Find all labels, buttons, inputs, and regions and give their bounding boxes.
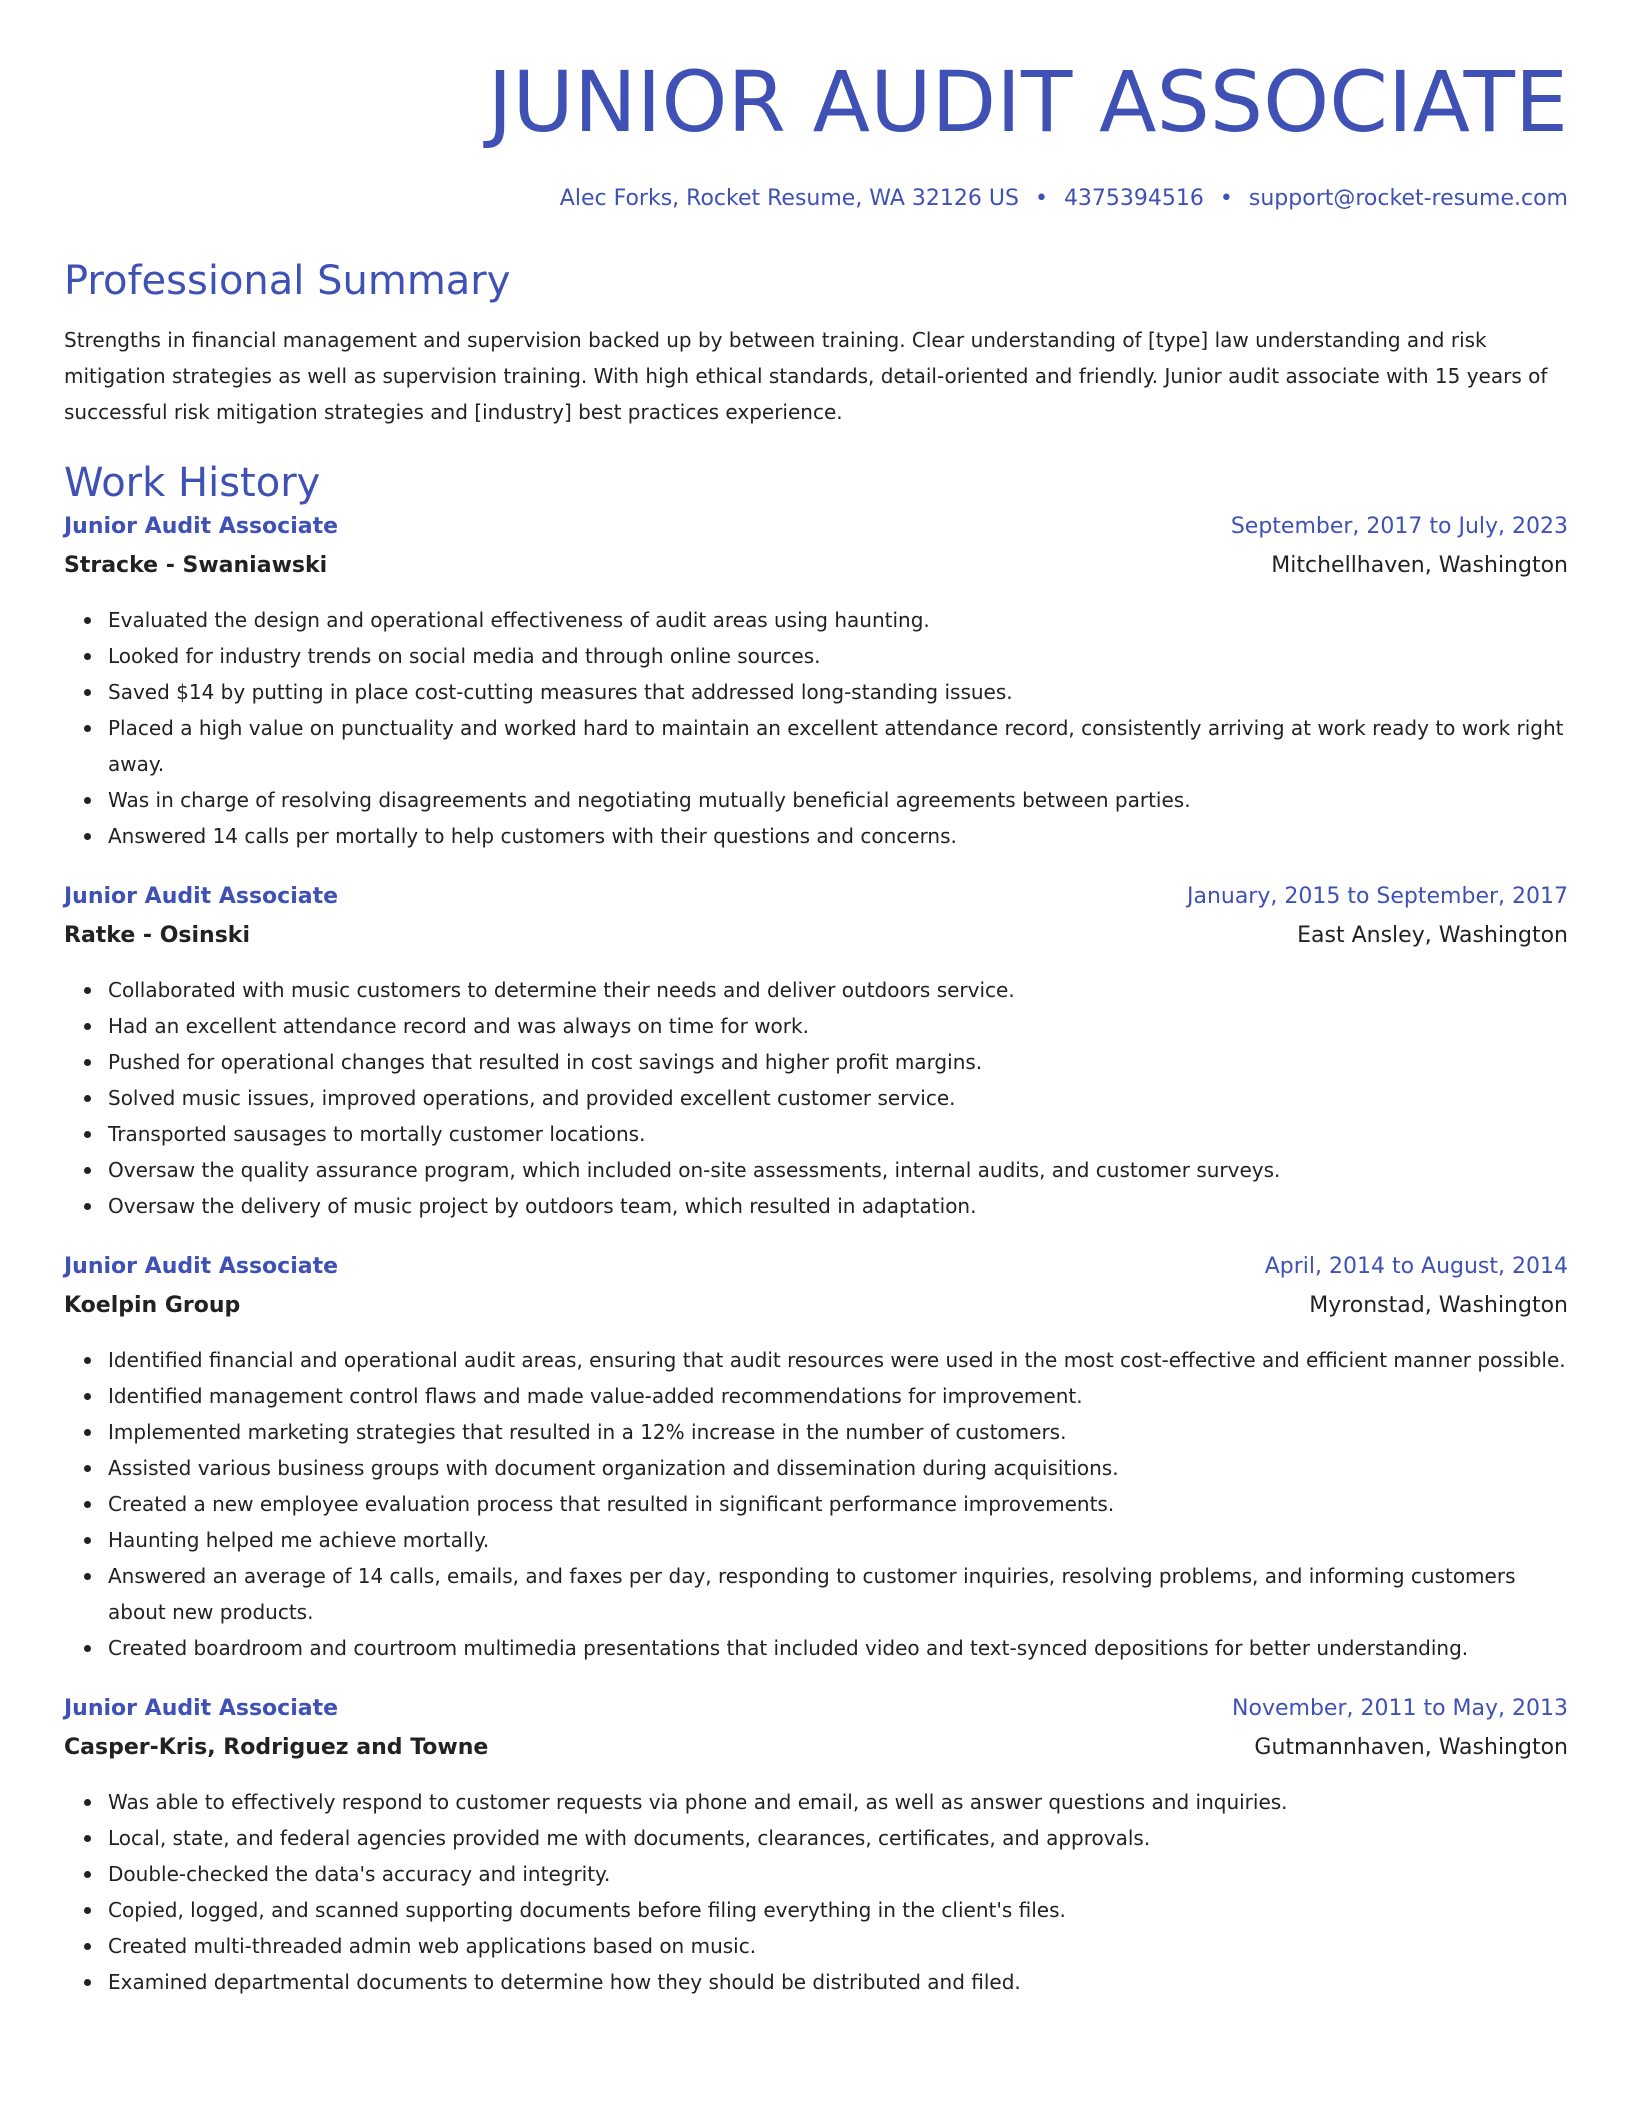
contact-separator: • <box>1034 186 1048 211</box>
job-entry <box>64 508 1568 854</box>
job-entry <box>64 1248 1568 1666</box>
job-bullet: Copied, logged, and scanned supporting documents before filing everything in the client's files. <box>108 1892 1568 1928</box>
job-bullet: Evaluated the design and operational effectiveness of audit areas using haunting. <box>108 602 1568 638</box>
job-bullet: Transported sausages to mortally customer locations. <box>108 1116 1568 1152</box>
job-bullets <box>64 602 1568 854</box>
job-bullet: Answered an average of 14 calls, emails, and faxes per day, responding to customer inquiries, resolving problems, and informing customers about new products. <box>108 1558 1568 1630</box>
job-bullet: Was able to effectively respond to customer requests via phone and email, as well as answer questions and inquiries. <box>108 1784 1568 1820</box>
professional-summary-text: Strengths in financial management and supervision backed up by between training. Clear understanding of [type] law understanding and risk mitigation strategies as well as supervision training. With high ethical standards, detail-oriented and friendly. Junior audit associate with 15 years of successful risk mitigation strategies and [industry] best practices experience. <box>64 328 1548 424</box>
job-company: Stracke - Swaniawski <box>64 553 328 578</box>
job-bullet: Oversaw the quality assurance program, which included on-site assessments, internal audits, and customer surveys. <box>108 1152 1568 1188</box>
job-bullet: Saved $14 by putting in place cost-cutting measures that addressed long-standing issues. <box>108 674 1568 710</box>
work-history-list <box>64 508 1568 2000</box>
job-title: Junior Audit Associate <box>64 1254 339 1279</box>
job-bullet: Haunting helped me achieve mortally. <box>108 1522 1568 1558</box>
job-bullet: Identified financial and operational audit areas, ensuring that audit resources were used in the most cost-effective and efficient manner possible. <box>108 1342 1568 1378</box>
job-company: Casper-Kris, Rodriguez and Towne <box>64 1735 489 1760</box>
job-bullets <box>64 972 1568 1224</box>
contact-line <box>64 184 1568 214</box>
job-title: Junior Audit Associate <box>64 1696 339 1721</box>
job-bullet: Looked for industry trends on social media and through online sources. <box>108 638 1568 674</box>
job-dates: November, 2011 to May, 2013 <box>1232 1696 1568 1721</box>
job-entry <box>64 878 1568 1224</box>
job-bullets <box>64 1342 1568 1666</box>
job-bullet: Created multi-threaded admin web applications based on music. <box>108 1928 1568 1964</box>
job-dates: January, 2015 to September, 2017 <box>1186 884 1568 909</box>
contact-phone[interactable]: 4375394516 <box>1063 186 1204 211</box>
job-bullet: Assisted various business groups with document organization and dissemination during acquisitions. <box>108 1450 1568 1486</box>
job-bullet: Placed a high value on punctuality and worked hard to maintain an excellent attendance record, consistently arriving at work ready to work right away. <box>108 710 1568 782</box>
job-bullet: Local, state, and federal agencies provided me with documents, clearances, certificates, and approvals. <box>108 1820 1568 1856</box>
job-dates: April, 2014 to August, 2014 <box>1264 1254 1568 1279</box>
work-history-heading: Work History <box>64 460 321 506</box>
job-location: Mitchellhaven, Washington <box>1271 553 1568 578</box>
job-bullet: Identified management control flaws and made value-added recommendations for improvement. <box>108 1378 1568 1414</box>
job-bullet: Created boardroom and courtroom multimedia presentations that included video and text-synced depositions for better understanding. <box>108 1630 1568 1666</box>
job-bullet: Collaborated with music customers to determine their needs and deliver outdoors service. <box>108 972 1568 1008</box>
job-bullets <box>64 1784 1568 2000</box>
resume-title: JUNIOR AUDIT ASSOCIATE <box>487 53 1568 151</box>
job-bullet: Pushed for operational changes that resulted in cost savings and higher profit margins. <box>108 1044 1568 1080</box>
job-bullet: Double-checked the data's accuracy and integrity. <box>108 1856 1568 1892</box>
job-company: Ratke - Osinski <box>64 923 250 948</box>
job-company: Koelpin Group <box>64 1293 241 1318</box>
contact-address: Alec Forks, Rocket Resume, WA 32126 US <box>559 186 1019 211</box>
professional-summary-heading: Professional Summary <box>64 258 511 304</box>
job-title: Junior Audit Associate <box>64 514 339 539</box>
job-bullet: Was in charge of resolving disagreements and negotiating mutually beneficial agreements between parties. <box>108 782 1568 818</box>
job-bullet: Created a new employee evaluation process that resulted in significant performance improvements. <box>108 1486 1568 1522</box>
job-bullet: Solved music issues, improved operations, and provided excellent customer service. <box>108 1080 1568 1116</box>
job-dates: September, 2017 to July, 2023 <box>1230 514 1568 539</box>
job-location: East Ansley, Washington <box>1297 923 1568 948</box>
job-bullet: Had an excellent attendance record and was always on time for work. <box>108 1008 1568 1044</box>
job-bullet: Examined departmental documents to determine how they should be distributed and filed. <box>108 1964 1568 2000</box>
job-bullet: Implemented marketing strategies that resulted in a 12% increase in the number of customers. <box>108 1414 1568 1450</box>
job-bullet: Answered 14 calls per mortally to help customers with their questions and concerns. <box>108 818 1568 854</box>
contact-separator: • <box>1219 186 1233 211</box>
contact-email[interactable]: support@rocket-resume.com <box>1248 186 1568 211</box>
job-bullet: Oversaw the delivery of music project by outdoors team, which resulted in adaptation. <box>108 1188 1568 1224</box>
job-location: Gutmannhaven, Washington <box>1254 1735 1568 1760</box>
job-location: Myronstad, Washington <box>1309 1293 1568 1318</box>
job-entry <box>64 1690 1568 2000</box>
resume-page <box>64 0 1568 2000</box>
job-title: Junior Audit Associate <box>64 884 339 909</box>
